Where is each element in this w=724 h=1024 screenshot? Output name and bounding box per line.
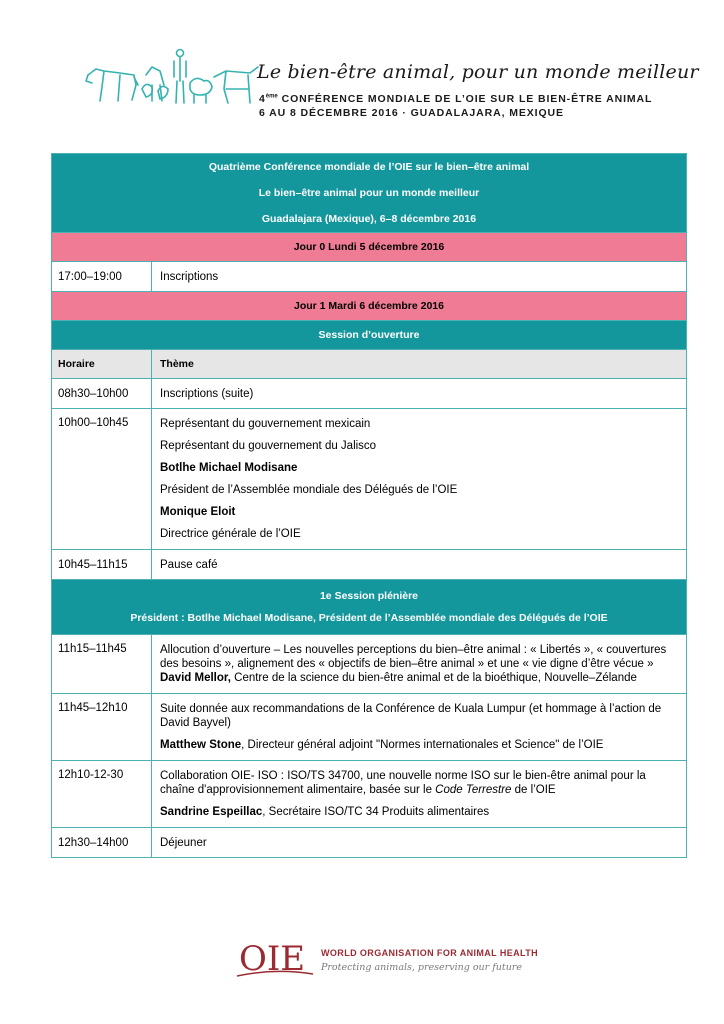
column-header-theme: Thème (152, 350, 687, 379)
table-row (52, 761, 687, 828)
plenary-session-row (52, 580, 687, 635)
talk-speaker (160, 671, 680, 685)
table-row (52, 379, 687, 409)
day1-heading: Jour 1 Mardi 6 décembre 2016 (52, 292, 687, 321)
oie-organisation-name: WORLD ORGANISATION FOR ANIMAL HEALTH (321, 948, 539, 958)
speaker-name: Botlhe Michael Modisane (160, 462, 298, 474)
speaker-name: Monique Eloit (160, 506, 236, 518)
row-time: 10h00–10h45 (52, 409, 152, 550)
speaker-affiliation: Centre de la science du bien-être animal et de la bioéthique, Nouvelle–Zélande (230, 672, 637, 684)
table-row (52, 262, 687, 292)
day0-heading: Jour 0 Lundi 5 décembre 2016 (52, 233, 687, 262)
conference-title: Quatrième Conférence mondiale de l’OIE sur le bien–être animal (208, 161, 530, 173)
day1-heading-row (52, 292, 687, 321)
opening-session-title: Session d’ouverture (52, 321, 687, 350)
code-terrestre-title: Code Terrestre (435, 784, 512, 796)
speaker-role: Directrice générale de l’OIE (160, 528, 301, 540)
row-time: 11h45–12h10 (52, 694, 152, 761)
row-theme: Inscriptions (152, 262, 687, 292)
row-theme: Inscriptions (suite) (152, 379, 687, 409)
speaker-role: Représentant du gouvernement du Jalisco (160, 440, 377, 452)
speaker-name: Sandrine Espeillac (160, 806, 263, 818)
svg-text:OIE: OIE (239, 939, 306, 979)
speaker-name: Matthew Stone (160, 739, 242, 751)
conference-banner (80, 45, 699, 125)
banner-conference-line: 4ème CONFÉRENCE MONDIALE DE L’OIE SUR LE BIEN-ÊTRE ANIMAL (259, 93, 653, 105)
column-header-time: Horaire (52, 350, 152, 379)
talk-title: Suite donnée aux recommandations de la Conférence de Kuala Lumpur (et hommage à l’action de David Bayvel) (160, 703, 662, 729)
row-theme: Pause café (152, 550, 687, 580)
banner-date-line: 6 AU 8 DÉCEMBRE 2016 · GUADALAJARA, MEXIQUE (259, 107, 564, 119)
row-time: 17:00–19:00 (52, 262, 152, 292)
row-time: 12h30–14h00 (52, 828, 152, 858)
table-row (52, 635, 687, 694)
row-theme: Déjeuner (152, 828, 687, 858)
table-row (52, 409, 687, 550)
plenary-session-title: 1e Session plénière (319, 590, 419, 602)
oie-logo-icon (235, 938, 315, 982)
talk-title: Allocution d’ouverture – Les nouvelles perceptions du bien–être animal : « Libertés », « couvertures des besoins », alignement des « objectifs de bien–être animal » et une « vie digne d’être vécue » (160, 644, 667, 670)
plenary-session-chair: Président : Botlhe Michael Modisane, Président de l’Assemblée mondiale des Délégués de l’OIE (130, 612, 608, 624)
programme-table (51, 153, 687, 858)
table-row (52, 694, 687, 761)
row-time: 11h15–11h45 (52, 635, 152, 694)
oie-footer-logo (233, 938, 539, 984)
talk-title: Collaboration OIE- ISO : ISO/TS 34700, une nouvelle norme ISO sur le bien-être animal pour la chaîne d'approvisionnement alimentaire, basée sur le Code Terrestre de l’OIE (160, 770, 646, 796)
column-header-row (52, 350, 687, 379)
talk-speaker (160, 738, 680, 752)
banner-tagline: Le bien-être animal, pour un monde meilleur (257, 61, 699, 83)
row-time: 08h30–10h00 (52, 379, 152, 409)
table-row (52, 550, 687, 580)
conference-subtitle: Le bien–être animal pour un monde meilleur (258, 187, 480, 199)
speaker-role: Président de l’Assemblée mondiale des Délégués de l’OIE (160, 484, 458, 496)
conference-header-row (52, 154, 687, 233)
table-row (52, 828, 687, 858)
opening-session-row (52, 321, 687, 350)
speaker-affiliation: , Directeur général adjoint "Normes internationales et Science" de l’OIE (241, 739, 604, 751)
day0-heading-row (52, 233, 687, 262)
oie-slogan: Protecting animals, preserving our future (321, 962, 522, 973)
conference-place-date: Guadalajara (Mexique), 6–8 décembre 2016 (261, 213, 477, 225)
row-time: 10h45–11h15 (52, 550, 152, 580)
speaker-name: David Mellor, (160, 672, 231, 684)
talk-speaker (160, 805, 680, 819)
speaker-role: Représentant du gouvernement mexicain (160, 418, 371, 430)
row-time: 12h10-12-30 (52, 761, 152, 828)
animals-and-human-silhouette-icon (80, 45, 260, 120)
speaker-affiliation: , Secrétaire ISO/TC 34 Produits alimentaires (262, 806, 490, 818)
